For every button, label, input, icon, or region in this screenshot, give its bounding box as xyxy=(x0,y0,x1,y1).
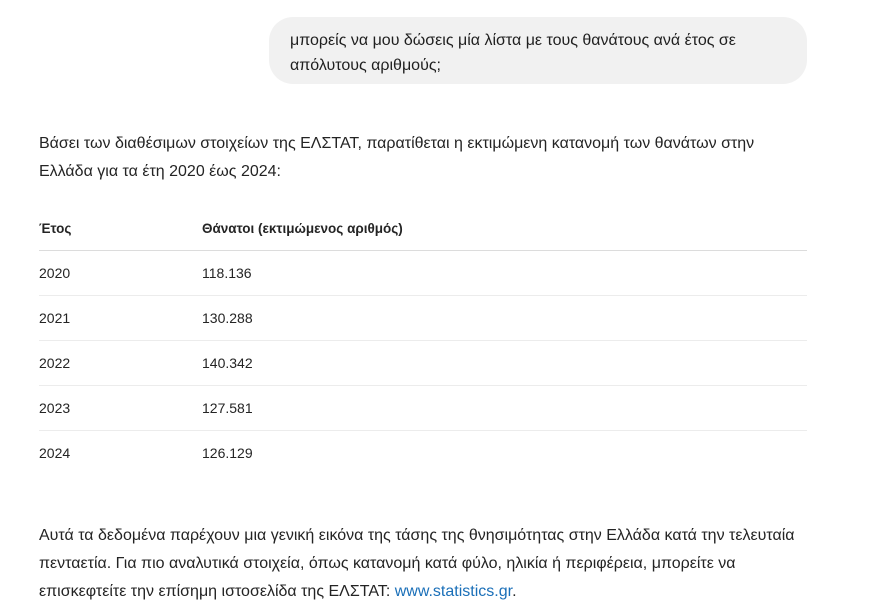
table-row xyxy=(39,431,807,476)
cell-deaths: 126.129 xyxy=(202,445,253,461)
table-row xyxy=(39,341,807,386)
assistant-outro-text: Αυτά τα δεδομένα παρέχουν μια γενική εικόνα της τάσης της θνησιμότητας στην Ελλάδα κατά την τελευταία πενταετία. Για πιο αναλυτικά στοιχεία, όπως κατανομή κατά φύλο, ηλικία ή περιφέρεια, μπορείτε να επισκεφτείτε την επίσημη ιστοσελίδα της ΕΛΣΤΑΤ: xyxy=(39,527,795,600)
assistant-outro xyxy=(39,522,809,606)
user-message-text: μπορείς να μου δώσεις μία λίστα με τους θανάτους ανά έτος σε απόλυτους αριθμούς; xyxy=(290,32,736,74)
deaths-table xyxy=(39,206,807,475)
header-year: Έτος xyxy=(39,206,202,251)
assistant-intro-text: Βάσει των διαθέσιμων στοιχείων της ΕΛΣΤΑΤ, παρατίθεται η εκτιμώμενη κατανομή των θανάτων στην Ελλάδα για τα έτη 2020 έως 2024: xyxy=(39,135,755,180)
table-header-row xyxy=(39,206,807,251)
table-row xyxy=(39,296,807,341)
cell-deaths: 130.288 xyxy=(202,296,807,341)
cell-year: 2022 xyxy=(39,341,202,386)
cell-year: 2021 xyxy=(39,296,202,341)
cell-deaths: 118.136 xyxy=(202,251,807,296)
cell-deaths: 140.342 xyxy=(202,341,807,386)
outro-period: . xyxy=(512,583,517,600)
user-message-bubble xyxy=(269,17,807,84)
cell-year: 2024 xyxy=(39,445,71,461)
statistics-link[interactable]: www.statistics.gr xyxy=(394,583,513,600)
header-deaths: Θάνατοι (εκτιμώμενος αριθμός) xyxy=(202,206,807,251)
table-row xyxy=(39,251,807,296)
table-row xyxy=(39,386,807,431)
cell-year: 2023 xyxy=(39,386,202,431)
cell-deaths: 127.581 xyxy=(202,386,807,431)
cell-year: 2020 xyxy=(39,251,202,296)
